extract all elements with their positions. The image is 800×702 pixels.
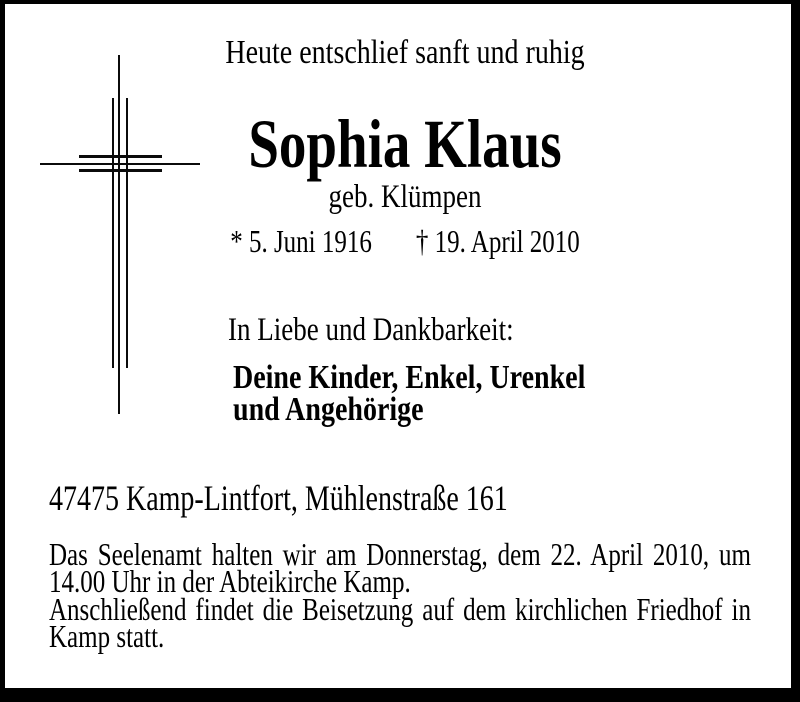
memorial-cross-icon: [5, 4, 215, 424]
death-notice: [5, 4, 791, 688]
deceased-name: Sophia Klaus: [248, 105, 562, 182]
maiden-name: geb. Klümpen: [328, 178, 482, 215]
birth-date: * 5. Juni 1916: [230, 225, 372, 260]
death-date: † 19. April 2010: [415, 225, 580, 260]
cross-horizontal-lower-bar: [79, 169, 162, 172]
cross-vertical-right-line: [126, 98, 128, 368]
opening-line: Heute entschlief sanft und ruhig: [225, 34, 585, 72]
funeral-text-line-1: Das Seelenamt halten wir am Donnerstag, dem 22. April 2010, um: [49, 538, 751, 573]
funeral-text-line-2: 14.00 Uhr in der Abteikirche Kamp.: [49, 565, 411, 600]
tribute-line: In Liebe und Dankbarkeit:: [228, 311, 514, 348]
life-dates: [220, 227, 590, 258]
cross-horizontal-upper-bar: [79, 155, 162, 158]
cross-horizontal-long-line: [40, 163, 200, 165]
cross-vertical-center-line: [118, 55, 120, 414]
mourners-line-1: Deine Kinder, Enkel, Urenkel: [233, 359, 586, 397]
funeral-text-line-4: Kamp statt.: [49, 620, 165, 655]
address-line: 47475 Kamp-Lintfort, Mühlenstraße 161: [49, 479, 508, 520]
funeral-text-line-3: Anschließend findet die Beisetzung auf dem kirchlichen Friedhof in: [49, 593, 751, 628]
cross-vertical-left-line: [112, 98, 114, 368]
mourners-line-2: und Angehörige: [233, 391, 424, 429]
